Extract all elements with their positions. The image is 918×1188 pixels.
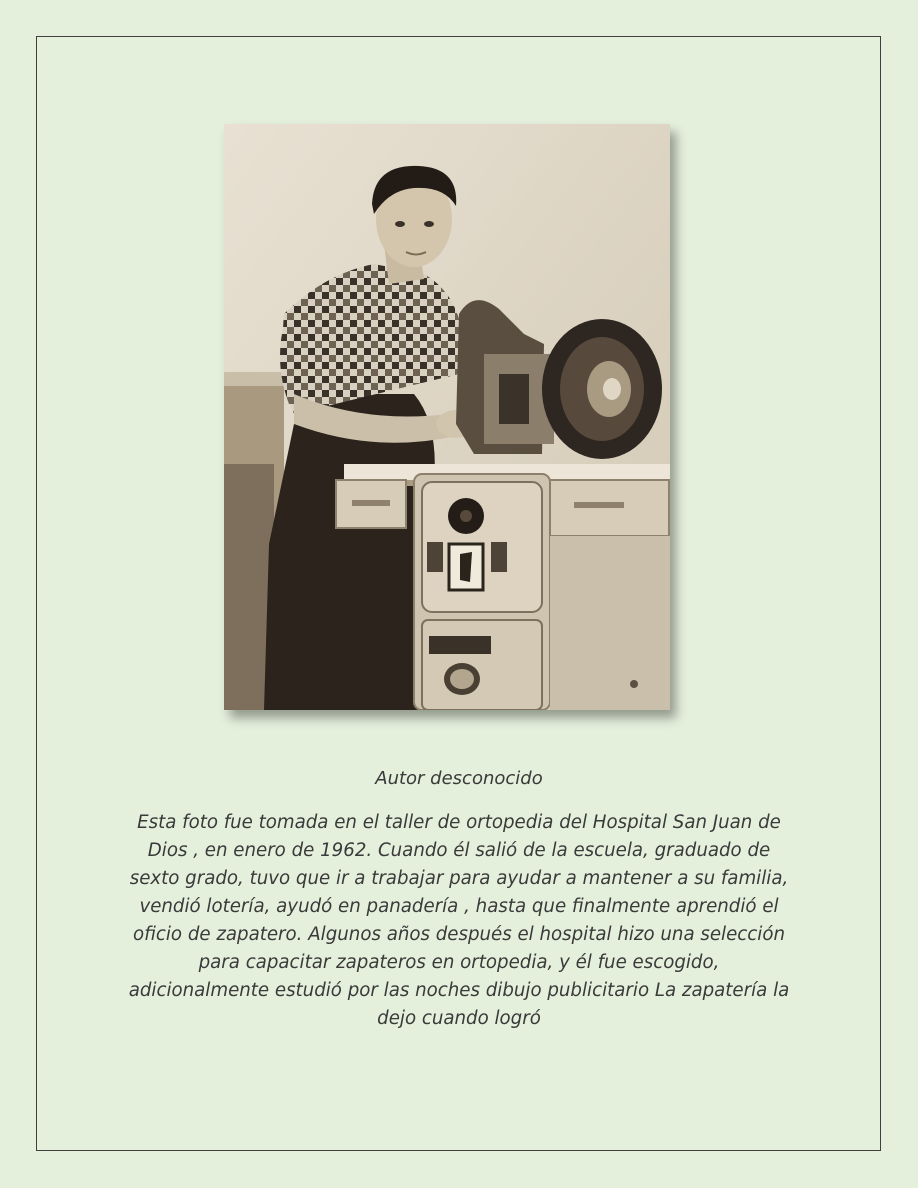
sepia-photograph (224, 124, 670, 710)
photo-description: Esta foto fue tomada en el taller de ortopedia del Hospital San Juan de Dios , en enero de 1962. Cuando él salió de la escuela, graduado de sexto grado, tuvo que ir a trabajar para ayudar a mantener a su familia, vendió lotería, ayudó en panadería , hasta que finalmente aprendió el oficio de zapatero. Algunos años después el hospital hizo una selección para capacitar zapateros en ortopedia, y él fue escogido, adicionalmente estudió por las noches dibujo publicitario La zapatería la dejo cuando logró (128, 812, 790, 1029)
photo-illustration (224, 124, 670, 710)
photo-author-caption: Autor desconocido (375, 768, 543, 789)
